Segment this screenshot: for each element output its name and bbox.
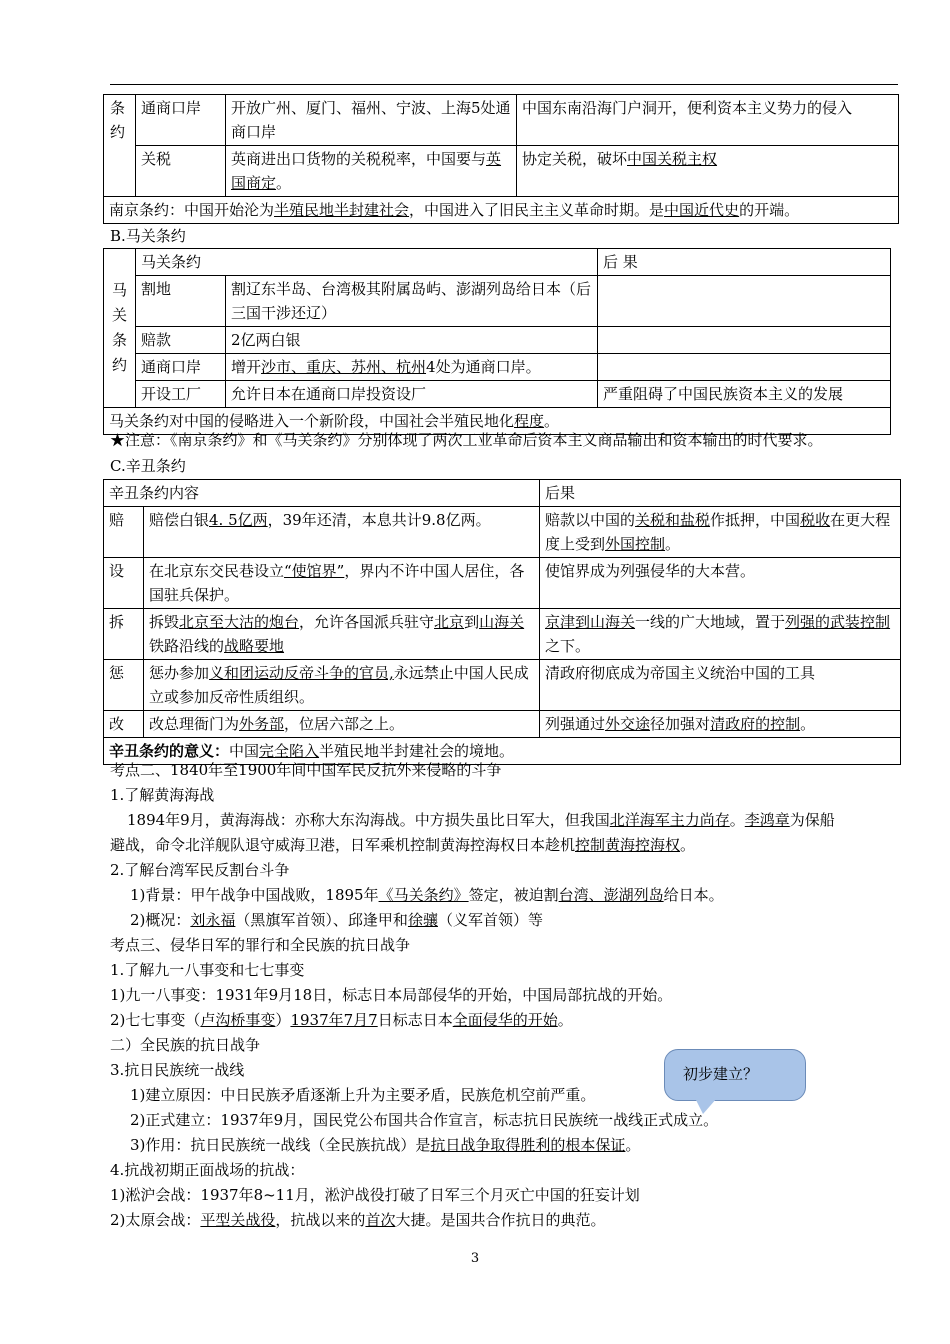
table-cell: 在北京东交民巷设立“使馆界”，界内不许中国人居住，各国驻兵保护。 [144, 558, 540, 609]
note-text: ★注意：《南京条约》和《马关条约》分别体现了两次工业革命后资本主义商品输出和资本输出的时代要求。 [110, 431, 823, 449]
treaty-xinchou-table [103, 479, 901, 765]
table-cell: 拆毁北京至大沽的炮台，允许各国派兵驻守北京到山海关铁路沿线的战略要地 [144, 609, 540, 660]
table-cell: 列强通过外交途径加强对清政府的控制。 [540, 711, 901, 738]
table-cell: 关税 [136, 146, 226, 197]
table-cell: 割辽东半岛、台湾极其附属岛屿、澎湖列岛给日本（后三国干涉还辽） [226, 276, 598, 327]
table-summary: 马关条约对中国的侵略进入一个新阶段，中国社会半殖民地化程度。 [104, 408, 891, 435]
table-cell: 割地 [136, 276, 226, 327]
para: 2)正式建立：1937年9月，国民党公布国共合作宣言，标志抗日民族统一战线正式成立。 [130, 1111, 719, 1129]
table-cell: 赔款以中国的关税和盐税作抵押，中国税收在更大程度上受到外国控制。 [540, 507, 901, 558]
table-key: 设 [104, 558, 144, 609]
table-cell: 通商口岸 [136, 354, 226, 381]
para: 1)淞沪会战：1937年8~11月，淞沪战役打破了日军三个月灭亡中国的狂妄计划 [110, 1186, 640, 1204]
table-header: 辛丑条约内容 [104, 480, 540, 507]
table-cell: 增开沙市、重庆、苏州、杭州4处为通商口岸。 [226, 354, 598, 381]
table-cell: 严重阻碍了中国民族资本主义的发展 [598, 381, 891, 408]
table-cell: 通商口岸 [136, 95, 226, 146]
para: 2)七七事变（卢沟桥事变）1937年7月7日标志日本全面侵华的开始。 [110, 1011, 573, 1029]
para: 1)九一八事变：1931年9月18日，标志日本局部侵华的开始，中国局部抗战的开始。 [110, 986, 673, 1004]
para: 1)背景：甲午战争中国战败，1895年《马关条约》签定，被迫割台湾、澎湖列岛给日本。 [130, 886, 724, 904]
heading-k3-1: 1.了解九一八事变和七七事变 [110, 961, 305, 979]
table-summary: 南京条约：中国开始沦为半殖民地半封建社会，中国进入了旧民主主义革命时期。是中国近代史的开端。 [104, 197, 899, 224]
table-key: 改 [104, 711, 144, 738]
table-cell: 改总理衙门为外务部，位居六部之上。 [144, 711, 540, 738]
section-b-title: B.马关条约 [110, 227, 186, 245]
heading-k2-2: 2.了解台湾军民反割台斗争 [110, 861, 290, 879]
table-cell: 2亿两白银 [226, 327, 598, 354]
table-cell: 开放广州、厦门、福州、宁波、上海5处通商口岸 [226, 95, 517, 146]
heading-k2: 考点二、1840年至1900年间中国军民反抗外来侵略的斗争 [110, 761, 502, 779]
table-cell: 使馆界成为列强侵华的大本营。 [540, 558, 901, 609]
table-cell: 惩办参加义和团运动反帝斗争的官员,永远禁止中国人民成立或参加反帝性质组织。 [144, 660, 540, 711]
table-cat: 马关条约 [104, 276, 136, 408]
table-cell: 京津到山海关一线的广大地域，置于列强的武装控制之下。 [540, 609, 901, 660]
treaty-maguan-table [103, 248, 891, 435]
callout-bubble [664, 1049, 806, 1101]
table-header: 后果 [540, 480, 901, 507]
table-cell: 允许日本在通商口岸投资设厂 [226, 381, 598, 408]
table-key: 惩 [104, 660, 144, 711]
heading-k3-3: 3.抗日民族统一战线 [110, 1061, 245, 1079]
para: 3)作用：抗日民族统一战线（全民族抗战）是抗日战争取得胜利的根本保证。 [130, 1136, 641, 1154]
table-header: 后 果 [598, 249, 891, 276]
table-cell: 协定关税，破坏中国关税主权 [517, 146, 899, 197]
table-key: 拆 [104, 609, 144, 660]
table-key: 赔 [104, 507, 144, 558]
table-cell: 赔款 [136, 327, 226, 354]
page-number: 3 [470, 1251, 480, 1266]
para: 2)概况：刘永福（黑旗军首领）、邱逢甲和徐骧（义军首领）等 [130, 911, 543, 929]
heading-k3-4: 4.抗战初期正面战场的抗战： [110, 1161, 305, 1179]
table-cat: 条约 [104, 95, 136, 197]
table-cell: 中国东南沿海门户洞开，便利资本主义势力的侵入 [517, 95, 899, 146]
heading-k2-1: 1.了解黄海海战 [110, 786, 215, 804]
table-cell: 英商进出口货物的关税税率，中国要与英国商定。 [226, 146, 517, 197]
callout-text: 初步建立？ [683, 1065, 759, 1083]
treaty-nanjing-table [103, 94, 899, 224]
heading-k3: 考点三、侵华日军的罪行和全民族的抗日战争 [110, 936, 411, 954]
table-cell: 赔偿白银4. 5亿两，39年还清，本息共计9.8亿两。 [144, 507, 540, 558]
heading-k3-2: 二）全民族的抗日战争 [110, 1036, 261, 1054]
para: 1)建立原因：中日民族矛盾逐渐上升为主要矛盾，民族危机空前严重。 [130, 1086, 596, 1104]
table-summary: 辛丑条约的意义：中国完全陷入半殖民地半封建社会的境地。 [104, 738, 901, 765]
section-c-title: C.辛丑条约 [110, 457, 186, 475]
table-cell: 清政府彻底成为帝国主义统治中国的工具 [540, 660, 901, 711]
table-header: 马关条约 [136, 249, 598, 276]
table-cell: 开设工厂 [136, 381, 226, 408]
para: 1894年9月，黄海海战：亦称大东沟海战。中方损失虽比日军大，但我国北洋海军主力尚存。李鸿章为保船 [127, 811, 835, 829]
para: 2)太原会战：平型关战役，抗战以来的首次大捷。是国共合作抗日的典范。 [110, 1211, 606, 1229]
header-rule [110, 84, 898, 85]
para: 避战，命令北洋舰队退守威海卫港，日军乘机控制黄海控海权日本趁机控制黄海控海权。 [110, 836, 696, 854]
